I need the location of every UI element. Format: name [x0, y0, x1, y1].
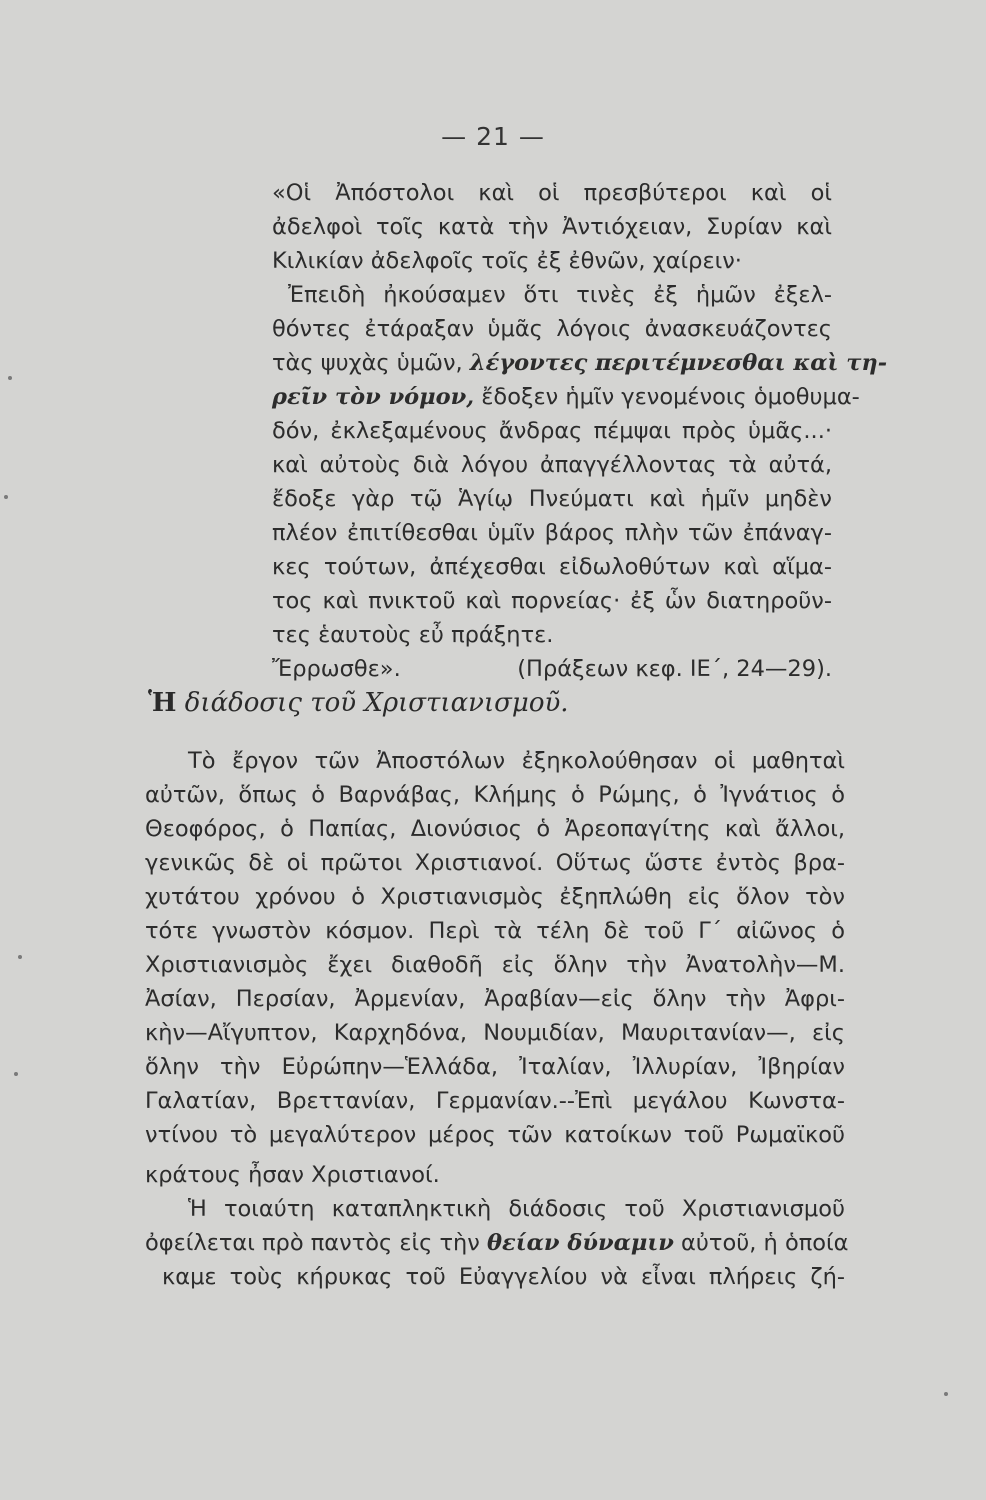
body-line: γενικῶς δὲ οἱ πρῶτοι Χριστιανοί. Οὕτως ὥστε ἐντὸς βρα-: [145, 850, 845, 876]
emphasized-text: ρεῖν τὸν νόμον,: [272, 384, 475, 410]
scan-speck: [4, 495, 8, 499]
quote-line-emphasis: [272, 382, 860, 412]
quote-line: πλέον ἐπιτίθεσθαι ὑμῖν βάρος πλὴν τῶν ἐπάναγ-: [272, 520, 832, 546]
body-line: κράτους ἦσαν Χριστιανοί.: [145, 1162, 440, 1188]
body-line: ὅλην τὴν Εὐρώπην—Ἑλλάδα, Ἰταλίαν, Ἰλλυρίαν, Ἰβηρίαν: [145, 1054, 845, 1080]
quote-line-emphasis: [272, 348, 888, 378]
body-text: αὐτοῦ, ἡ ὁποία: [673, 1230, 849, 1256]
body-line: κὴν—Αἴγυπτον, Καρχηδόνα, Νουμιδίαν, Μαυριτανίαν—, εἰς: [145, 1020, 845, 1046]
body-line: Χριστιανισμὸς ἔχει διαθοδῆ εἰς ὅλην τὴν Ἀνατολὴν—Μ.: [145, 952, 845, 978]
body-line: Γαλατίαν, Βρεττανίαν, Γερμανίαν.--Ἐπὶ μεγάλου Κωνστα-: [145, 1088, 845, 1114]
emphasized-text: λέγοντες περιτέμνεσθαι καὶ τη-: [469, 350, 888, 376]
body-line: Τὸ ἔργον τῶν Ἀποστόλων ἐξηκολούθησαν οἱ μαθηταὶ: [188, 748, 845, 774]
scan-speck: [18, 955, 22, 959]
body-line: Ἡ τοιαύτη καταπληκτικὴ διάδοσις τοῦ Χριστιανισμοῦ: [188, 1196, 845, 1222]
quote-line: τες ἑαυτοὺς εὖ πράξητε.: [272, 622, 554, 648]
body-line: Ἀσίαν, Περσίαν, Ἀρμενίαν, Ἀραβίαν—εἰς ὅλην τὴν Ἀφρι-: [145, 986, 845, 1012]
heading-initial: Ἡ: [148, 688, 177, 718]
quote-line: δόν, ἐκλεξαμένους ἄνδρας πέμψαι πρὸς ὑμᾶς...·: [272, 418, 832, 444]
body-line: χυτάτου χρόνου ὁ Χριστιανισμὸς ἐξηπλώθη εἰς ὅλον τὸν: [145, 884, 845, 910]
quote-line: ἔδοξε γὰρ τῷ Ἁγίῳ Πνεύματι καὶ ἡμῖν μηδὲν: [272, 486, 832, 512]
body-line-emphasis: [145, 1228, 849, 1258]
body-line: καμε τοὺς κήρυκας τοῦ Εὐαγγελίου νὰ εἶναι πλήρεις ζή-: [162, 1264, 845, 1290]
quote-closing: Ἔρρωσθε».: [272, 656, 401, 682]
quote-text: τὰς ψυχὰς ὑμῶν,: [272, 350, 470, 376]
quote-text: ἔδοξεν ἡμῖν γενομένοις ὁμοθυμα-: [474, 384, 860, 410]
body-line: ντίνου τὸ μεγαλύτερον μέρος τῶν κατοίκων τοῦ Ρωμαϊκοῦ: [145, 1122, 845, 1148]
quote-line: ἀδελφοὶ τοῖς κατὰ τὴν Ἀντιόχειαν, Συρίαν καὶ: [272, 214, 832, 240]
quote-line: τος καὶ πνικτοῦ καὶ πορνείας· ἐξ ὧν διατηροῦν-: [272, 588, 832, 614]
quote-line: θόντες ἐτάραξαν ὑμᾶς λόγοις ἀνασκευάζοντες: [272, 316, 832, 342]
quote-line: Ἐπειδὴ ἠκούσαμεν ὅτι τινὲς ἐξ ἡμῶν ἐξελ-: [288, 282, 832, 308]
section-heading: [148, 686, 569, 720]
scan-speck: [8, 376, 12, 380]
body-line: αὐτῶν, ὅπως ὁ Βαρνάβας, Κλήμης ὁ Ρώμης, ὁ Ἰγνάτιος ὁ: [145, 782, 845, 808]
scan-speck: [14, 1072, 18, 1076]
body-text: ὀφείλεται πρὸ παντὸς εἰς τὴν: [145, 1230, 488, 1256]
emphasized-text: θείαν δύναμιν: [487, 1230, 674, 1256]
body-line: τότε γνωστὸν κόσμον. Περὶ τὰ τέλη δὲ τοῦ Γ΄ αἰῶνος ὁ: [145, 918, 845, 944]
quote-line: «Οἱ Ἀπόστολοι καὶ οἱ πρεσβύτεροι καὶ οἱ: [272, 180, 832, 206]
scan-speck: [944, 1392, 948, 1396]
quote-reference: (Πράξεων κεφ. ΙΕ΄, 24—29).: [517, 656, 832, 682]
page-number: — 21 —: [441, 122, 545, 151]
heading-text: διάδοσις τοῦ Χριστιανισμοῦ.: [176, 688, 569, 718]
quote-line: Κιλικίαν ἀδελφοῖς τοῖς ἐξ ἐθνῶν, χαίρειν·: [272, 248, 742, 274]
quote-line: καὶ αὐτοὺς διὰ λόγου ἀπαγγέλλοντας τὰ αὐτά,: [272, 452, 832, 478]
quote-line: κες τούτων, ἀπέχεσθαι εἰδωλοθύτων καὶ αἵμα-: [272, 554, 832, 580]
body-line: Θεοφόρος, ὁ Παπίας, Διονύσιος ὁ Ἀρεοπαγίτης καὶ ἄλλοι,: [145, 816, 845, 842]
